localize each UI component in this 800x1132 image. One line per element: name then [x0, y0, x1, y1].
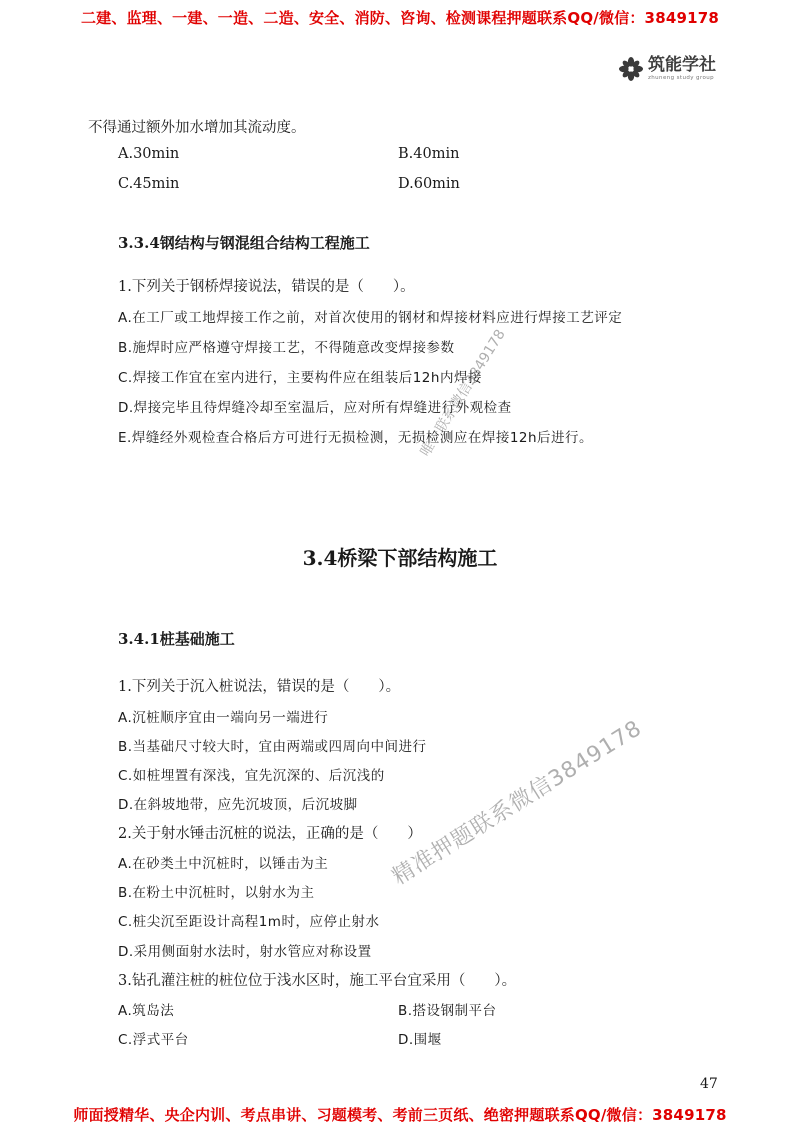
option-b: B.搭设钢制平台 [398, 1003, 497, 1019]
option-b: B.40min [398, 146, 460, 162]
bottom-banner: 师面授精华、央企内训、考点串讲、习题模考、考前三页纸、绝密押题联系QQ/微信：3849178 [73, 1106, 727, 1124]
section-heading-341: 3.4.1桩基础施工 [118, 630, 235, 648]
option-a: A.在砂类土中沉桩时，以锤击为主 [118, 856, 329, 872]
option-b: B.当基础尺寸较大时，宜由两端或四周向中间进行 [118, 739, 427, 755]
option-c: C.焊接工作宜在室内进行，主要构件应在组装后12h内焊接 [118, 370, 482, 386]
option-d: D.60min [398, 176, 460, 192]
option-d: D.采用侧面射水法时，射水管应对称设置 [118, 944, 372, 960]
top-banner: 二建、监理、一建、一造、二造、安全、消防、咨询、检测课程押题联系QQ/微信：3849178 [80, 9, 720, 27]
option-c: C.桩尖沉至距设计高程1m时，应停止射水 [118, 914, 380, 930]
logo-title: 筑能学社 [648, 54, 716, 75]
option-c: C.45min [118, 176, 180, 192]
flower-logo-icon [618, 56, 644, 82]
logo-subtitle: zhuneng study group [648, 74, 715, 81]
option-c: C.如桩埋置有深浅，宜先沉深的、后沉浅的 [118, 768, 385, 784]
option-b: B.施焊时应严格遵守焊接工艺，不得随意改变焊接参数 [118, 340, 455, 356]
option-a: A.在工厂或工地焊接工作之前，对首次使用的钢材和焊接材料应进行焊接工艺评定 [118, 310, 623, 326]
chapter-title: 3.4桥梁下部结构施工 [302, 546, 498, 570]
question-stem: 1.下列关于沉入桩说法，错误的是（ ）。 [118, 679, 401, 695]
publisher-logo [618, 56, 716, 82]
watermark-small: 唯一联系微信3849178 [417, 326, 509, 460]
option-d: D.焊接完毕且待焊缝冷却至室温后，应对所有焊缝进行外观检查 [118, 400, 512, 416]
question-stem: 1.下列关于钢桥焊接说法，错误的是（ ）。 [118, 279, 415, 295]
continuation-text: 不得通过额外加水增加其流动度。 [88, 120, 306, 136]
option-a: A.筑岛法 [118, 1003, 175, 1019]
question-stem: 3.钻孔灌注桩的桩位位于浅水区时，施工平台宜采用（ ）。 [118, 973, 517, 989]
watermark-large: 精准押题联系微信3849178 [388, 715, 647, 891]
section-heading-334: 3.3.4钢结构与钢混组合结构工程施工 [118, 234, 370, 252]
option-a: A.沉桩顺序宜由一端向另一端进行 [118, 710, 329, 726]
option-e: E.焊缝经外观检查合格后方可进行无损检测，无损检测应在焊接12h后进行。 [118, 430, 594, 446]
question-stem: 2.关于射水锤击沉桩的说法，正确的是（ ） [118, 826, 422, 842]
option-c: C.浮式平台 [118, 1032, 189, 1048]
option-d: D.在斜坡地带，应先沉坡顶，后沉坡脚 [118, 797, 358, 813]
option-b: B.在粉土中沉桩时，以射水为主 [118, 885, 315, 901]
page-number: 47 [700, 1076, 718, 1092]
option-d: D.围堰 [398, 1032, 442, 1048]
option-a: A.30min [118, 146, 180, 162]
